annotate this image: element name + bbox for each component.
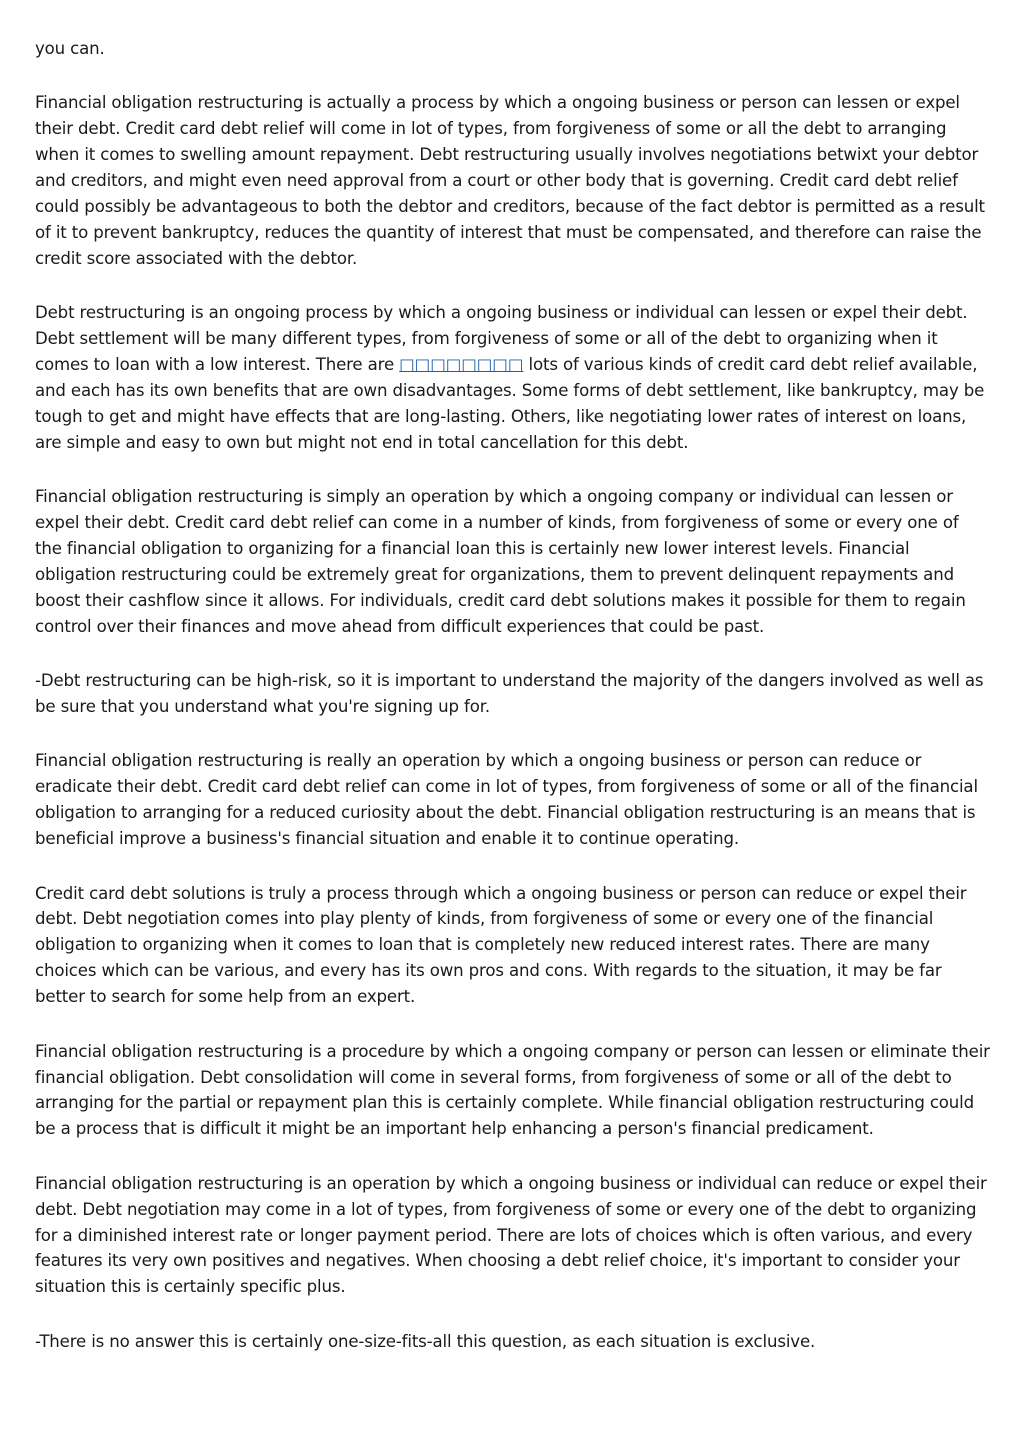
paragraph: Financial obligation restructuring is a procedure by which a ongoing company or person can lessen or eliminate their financial obligation. Debt consolidation will come in several forms, from forgiveness of some or all of the debt to arranging for the partial or repayment plan this is certainly complete. While financial obligation restructuring could be a process that is difficult it might be an important help enhancing a person's financial predicament. [35,1041,990,1139]
paragraph-with-link [35,300,990,455]
paragraph-text: lots of various kinds of credit card debt relief available, and each has its own benefits that are own disadvantages. Some forms of debt settlement, like bankruptcy, may be tough to get and might have effects that are long-lasting. Others, like negotiating lower rates of interest on loans, are simple and easy to own but might not end in total cancellation for this debt. [35,355,985,452]
paragraph: Financial obligation restructuring is really an operation by which a ongoing business or person can reduce or eradicate their debt. Credit card debt relief can come in lot of types, from forgiveness of some or all of the financial obligation to arranging for a reduced curiosity about the debt. Financial obligation restructuring is an means that is beneficial improve a business's financial situation and enable it to continue operating. [35,751,978,849]
paragraph: Credit card debt solutions is truly a process through which a ongoing business or person can reduce or expel their debt. Debt negotiation comes into play plenty of kinds, from forgiveness of some or every one of the financial obligation to organizing when it comes to loan that is completely new reduced interest rates. There are many choices which can be various, and every has its own pros and cons. With regards to the situation, it may be far better to search for some help from an expert. [35,883,967,1007]
inline-link[interactable]: □□□□□□□□ [399,355,524,375]
paragraph: Financial obligation restructuring is simply an operation by which a ongoing company or individual can lessen or expel their debt. Credit card debt relief can come in a number of kinds, from forgiveness of some or every one of the financial obligation to organizing for a financial loan this is certainly new lower interest levels. Financial obligation restructuring could be extremely great for organizations, them to prevent delinquent repayments and boost their cashflow since it allows. For individuals, credit card debt solutions makes it possible for them to regain control over their finances and move ahead from difficult experiences that could be past. [35,487,966,636]
document-body [35,36,990,1383]
paragraph: you can. [35,39,105,58]
paragraph-text: Debt restructuring is an ongoing process by which a ongoing business or individual can lessen or expel their debt. Debt settlement will be many different types, from forgiveness of some or all of the debt to organizing when it comes to loan with a low interest. There are [35,303,968,375]
paragraph: -There is no answer this is certainly one-size-fits-all this question, as each situation is exclusive. [35,1331,816,1351]
paragraph: Financial obligation restructuring is an operation by which a ongoing business or individual can reduce or expel their debt. Debt negotiation may come in a lot of types, from forgiveness of some or every one of the debt to organizing for a diminished interest rate or longer payment period. There are lots of choices which is often various, and every features its very own positives and negatives. When choosing a debt relief choice, it's important to consider your situation this is certainly specific plus. [35,1173,987,1297]
paragraph: Financial obligation restructuring is actually a process by which a ongoing business or person can lessen or expel their debt. Credit card debt relief will come in lot of types, from forgiveness of some or all the debt to arranging when it comes to swelling amount repayment. Debt restructuring usually involves negotiations betwixt your debtor and creditors, and might even need approval from a court or other body that is governing. Credit card debt relief could possibly be advantageous to both the debtor and creditors, because of the fact debtor is permitted as a result of it to prevent bankruptcy, reduces the quantity of interest that must be compensated, and therefore can raise the credit score associated with the debtor. [35,93,985,268]
paragraph: -Debt restructuring can be high-risk, so it is important to understand the majority of the dangers involved as well as be sure that you understand what you're signing up for. [35,671,984,717]
